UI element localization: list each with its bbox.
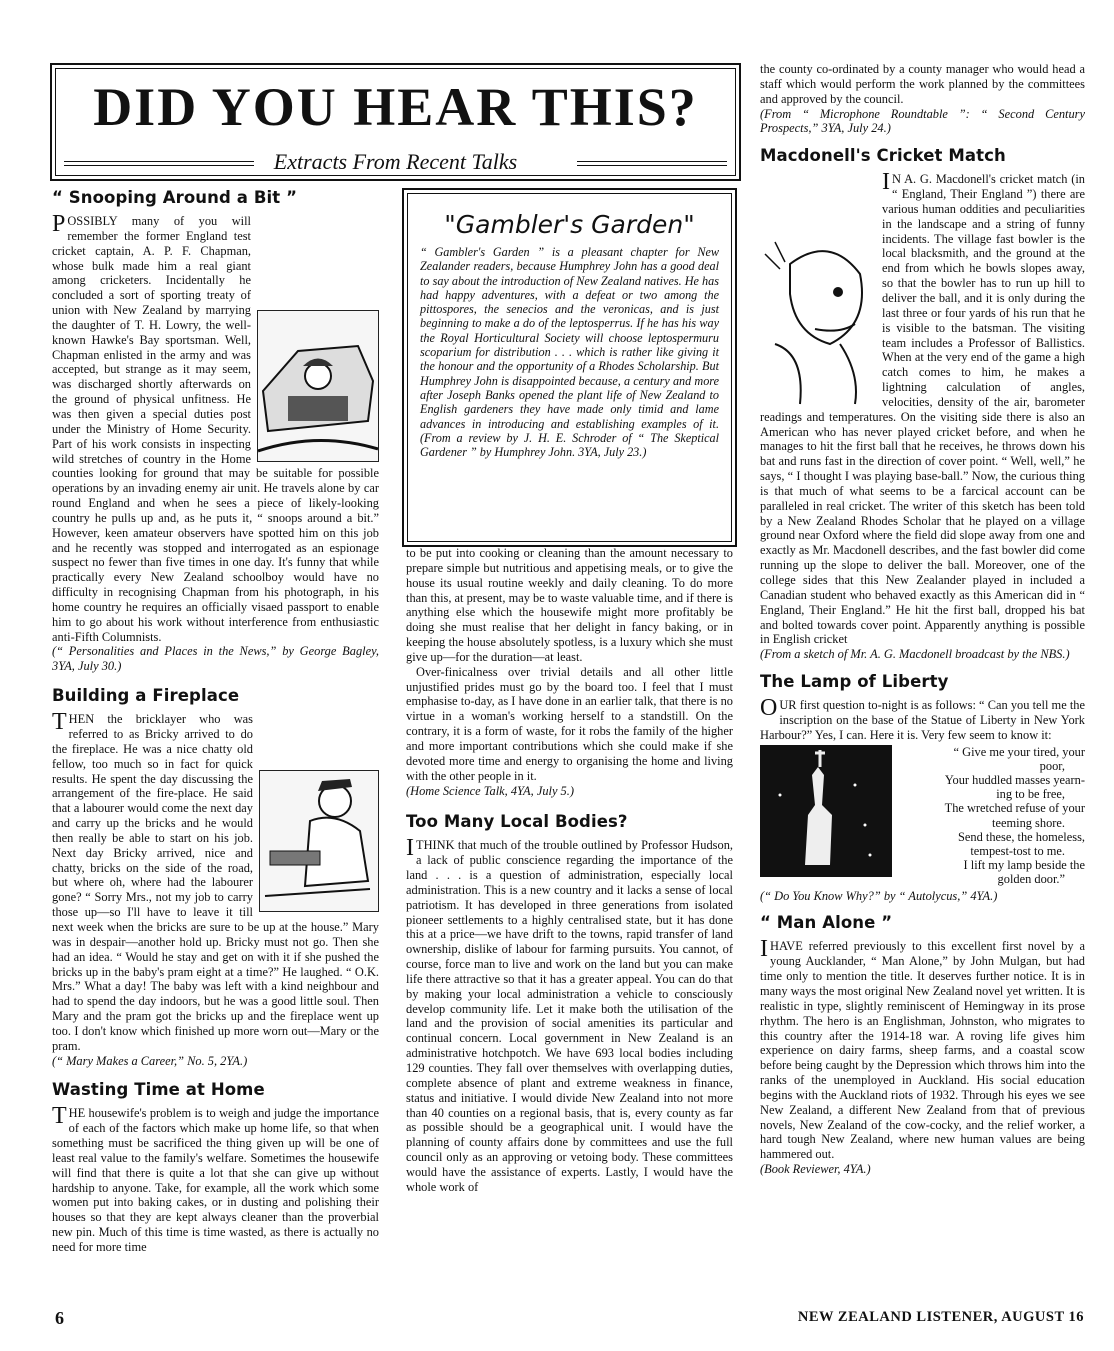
poem-line: tempest-tost to me. (970, 844, 1065, 859)
heading-local-bodies: Too Many Local Bodies? (406, 812, 628, 832)
page-number: 6 (55, 1308, 64, 1328)
man-alone-credit: (Book Reviewer, 4YA.) (760, 1162, 871, 1177)
heading-fireplace: Building a Fireplace (52, 686, 240, 706)
snooping-credit: (“ Personalities and Places in the News,” by George Bagley, 3YA, July 30.) (52, 644, 379, 674)
cricket-credit: (From a sketch of Mr. A. G. Macdonell broadcast by the NBS.) (760, 647, 1070, 662)
local-bodies-text-2: the county co-ordinated by a county manager who would head a staff which would perform the work planned by the committees and approved by the council. (760, 62, 1085, 106)
liberty-text: OUR first question to-night is as follows: “ Can you tell me the inscription on the base of the Statue of Liberty in New York Harbour?” Yes, I can. Here it is. Very few seem to know it: (760, 695, 1085, 742)
page-subtitle: Extracts From Recent Talks (273, 149, 518, 174)
heading-man-alone: “ Man Alone ” (760, 913, 893, 933)
poem-line: Send these, the homeless, (958, 829, 1085, 844)
heading-snooping: “ Snooping Around a Bit ” (52, 188, 298, 207)
poem-line: ing to be free, (996, 787, 1065, 802)
column-3 (760, 62, 1085, 1177)
car-driver-illustration (257, 310, 379, 462)
man-alone-text: IHAVE referred previously to this excellent first novel by a young Aucklander, “ Man Alone,” by John Mulgan, but had time only to mention the title. It deserves further notice. It is in many ways the most original New Zealand novel yet written. It is realistic in type, slightly reminiscent of Hemingway in its prose rhythm. The hero is an Englishman, Johnston, who migrates to this country after the 1914-18 war. A roving life gives him experience on dairy farms, sheep farms, and a coastal scow before being caught by the Depression which throws him into the ranks of the unemployed in Auckland. His social education begins with the Auckland riots of 1932. Through his eyes we see New Zealand, a different New Zealand from that of previous novels, New Zealand of the cow-cocky, and the relief worker, a hard tough New Zealand, where new human values are being hammered out. (760, 936, 1085, 1162)
poem-line: poor, (1039, 758, 1065, 773)
heading-wasting: Wasting Time at Home (52, 1080, 265, 1100)
local-bodies-credit: (From “ Microphone Roundtable ”: “ Second Century Prospects,” 3YA, July 24.) (760, 106, 1085, 136)
fireplace-text: THEN the bricklayer who was referred to as Bricky arrived to do the fireplace. He was a nice chatty old fellow, too much so in fact for quick results. He spent the day discussing the arrangement of the fire-place. He said that a labourer would come the next day and carry up the bricks and he would then really be able to start on his job. Next day Bricky arrived, nice and chatty, bricks on the side of the road, but where oh, where had the labourer gone? “ Sorry Mrs., not my job to carry those up—so I'll have to leave it till next week when the bricks are sure to be up at the house.” Mary was in despair—another hold up. Bricky must not go. Then she had an idea. “ Would he stay and get on with it if she pushed the bricks up in the baby's pram eight at a time?” He laughed. “ O.K. Mrs.” What a day! The baby was left with a kind neighbour and had to spend the day indoors, but he was a good little soul. Then Mary and the pram got the bricks up and the fireplace went up too. I don't know which finished up more worn out—Mary or the pram. (52, 709, 379, 1053)
wasting-text-1: THE housewife's problem is to weigh and judge the importance of each of the factors which make up home life, so that when something must be sacrificed the thing given up will be one of least real value to the family's welfare. Sometimes the housewife will find that there is quite a lot that she can give up without hardship to anyone. Take, for example, all the work which some women put into baking cakes, or in dusting and polishing their houses so that they are kept always cleaner than the proverbial new pin. Much of this time is time wasted, as there is actually no need for more time (52, 1103, 379, 1254)
liberty-poem (892, 745, 1085, 887)
liberty-credit: (“ Do You Know Why?” by “ Autolycus,” 4YA.) (760, 888, 998, 903)
title-box (50, 63, 741, 181)
fireplace-credit: (“ Mary Makes a Career,” No. 5, 2YA.) (52, 1053, 248, 1068)
poem-line: Your huddled masses yearn- (944, 773, 1085, 787)
wasting-text-2: to be put into cooking or cleaning than the amount necessary to prepare simple but nutritious and appetising meals, or to give the house its usual routine weekly and daily cleaning. To do more than this, at present, may be to waste valuable time, and if there is anything else which the housewife might more profitably be doing she must realise that her delight in fancy baking, or in keeping the house absolutely spotless, is a luxury which she must give up—for the duration—at least. (406, 546, 733, 664)
poem-line: “ Give me your tired, your (953, 744, 1085, 759)
heading-gamblers-garden: "Gambler's Garden" (444, 210, 695, 239)
cricket-professor-illustration (760, 234, 876, 406)
title-rule-right (577, 161, 727, 166)
bricklayer-illustration (259, 770, 379, 912)
column-2 (406, 546, 733, 1195)
gamblers-garden-text: “ Gambler's Garden ” is a pleasant chapter for New Zealander readers, because Humphrey John has a good deal to say about the introduction of New Zealand natives. He has had happy adventures, with a defeat or two among the pittospores, the senecios and the veronicas, and is just beginning to make a do of the leptosperrus. If he has his way the Royal Horticultural Society will choose leptospermuru scoparium for distribution . . . which is rather like giving it the honour and the opportunity of a Rhodes Scholarship. But Humphrey John is disappointed because, a century and more after Joseph Banks opened the plant life of New Zealand to English gardeners they have made only timid and lame advances in introducing and establishing examples of it. (From a review by J. H. E. Schroder of “ The Skeptical Gardener ” by Humphrey John. 3YA, July 23.) (420, 245, 719, 460)
cricket-text: IN A. G. Macdonell's cricket match (in “ England, Their England ”) there are various human oddities and peculiarities in the landscape and a string of funny incidents. The village fast bowler is the local blacksmith, and the ground at the end from which he bowls slopes away, so that the bowler has to run up hill to deliver the ball, and it is only during the last three or four yards of his run that he is visible to the batsman. The visiting team includes a Professor of Ballistics. When at the very end of the game a high catch comes to him, he makes a lightning calculation of angles, velocities, density of the air, barometer readings and temperatures. On the visiting side there is also an American who has never played cricket before, and when he manages to hit the first ball that he receives, he throws down his bat and runs fast in the direction of cover point. “ Well, well,” he says, “ I thought I was playing base-ball.” Now, the curious thing is that much of what seems to be a farcical account can be paralleled in real cricket. The writer of this sketch has been told by a New Zealand Rhodes Scholar that he played on a village ground near Oxford where the field did slope away from one and exactly as Mr. Macdonell describes, and the fast bowler did come running up the slope to deliver the ball. Moreover, one of the college sides that this New Zealander played in included a Canadian student who behaved exactly as this American did in “ England, Their England.” He hit the first ball, dropped his bat and bolted towards cover point. Apparently anything is possible in English cricket (760, 169, 1085, 647)
poem-line: The wretched refuse of your (944, 801, 1085, 816)
gamblers-garden-box (402, 188, 737, 547)
poem-line: teeming shore. (992, 815, 1065, 830)
wasting-credit: (Home Science Talk, 4YA, July 5.) (406, 783, 574, 798)
gamblers-garden-inner (407, 193, 732, 542)
column-1 (52, 188, 379, 1255)
publication-footer: NEW ZEALAND LISTENER, AUGUST 16 (797, 1309, 1084, 1325)
local-bodies-text: ITHINK that much of the trouble outlined by Professor Hudson, a lack of public conscience regarding the importance of the land . . . is a question of administration, especially local administration. This is a new country and it lacks a sense of local patriotism. It has developed in three generations from isolated pioneer settlements to a highly centralised state, but it has done this at a price—we have drift to the towns, rapid transfer of land ownership, dislike of labour for farming pursuits. You cannot, of course, force man to live and work on the land but you can make life there attractive so that it has a greater appeal. You can do that by making your local administration a vehicle to consciously develop community life. Let it make both the utilisation of the land and the provision of social amenities its particular and continual concern. Local government in New Zealand is an administrative hotchpotch. We have 693 local bodies including 129 counties. They fall over themselves with overlapping duties, complete absence of plant and extreme weakness in finance, status and initiative. I would divide New Zealand into not more than 40 counties on a regional basis, that is, every county as far as possible should be a geographical unit. I would have the planning of county affairs done by committees and use the full council only as an approving or vetoing body. These committees would have the assistance of experts. Lastly, I would have the whole work of (406, 835, 733, 1194)
snooping-text: POSSIBLY many of you will remember the former England test cricket captain, A. P. F. Chapman, whose bulk made him a real giant among cricketers. Incidentally he concluded a sort of sporting treaty of union with New Zealand by marrying the daughter of T. H. Lowry, the well-known Hawke's Bay sportsman. Well, Chapman enlisted in the army and was accepted, but strange as it may seem, was discharged shortly afterwards on the ground of physical unfitness. He was then given a special duties post under the Ministry of Home Security. Part of his work consists in inspecting wild stretches of country in the Home counties looking for ground that may be suitable for possible operations by an invading enemy air unit. He travels alone by car round England and when he sees a piece of likely-looking country he pulls up and, as he puts it, “ snoops around a bit.” However, keen amateur observers have spotted him on this job and he recently was stopped and interrogated as an espionage suspect no fewer than five times in one day. It's funny that while practically every New Zealand schoolboy would have no difficulty in recognising Chapman from his photograph, in his home country he requires an officially visaed passport to enable him to go about his work without interference from enthusiastic anti-Fifth Columnists. (52, 211, 379, 644)
statue-of-liberty-illustration (760, 745, 892, 877)
heading-cricket: Macdonell's Cricket Match (760, 146, 1006, 166)
page-title: DID YOU HEAR THIS? (93, 77, 698, 137)
poem-line: I lift my lamp beside the (963, 858, 1085, 873)
liberty-poem-row (760, 745, 1085, 887)
poem-line: golden door.” (997, 872, 1065, 887)
wasting-text-3: Over-finicalness over trivial details and all other little unjustified prides must go by the board too. I feel that I must emphasise to-day, as I have done in an earlier talk, that there is no virtue in a woman's working herself to a standstill. On the contrary, it is a form of waste, for it robs the family of the higher and more important contributions which she could make if she devoted more time and energy to organising the home and living with the other people in it. (406, 664, 733, 783)
heading-liberty: The Lamp of Liberty (760, 672, 949, 692)
